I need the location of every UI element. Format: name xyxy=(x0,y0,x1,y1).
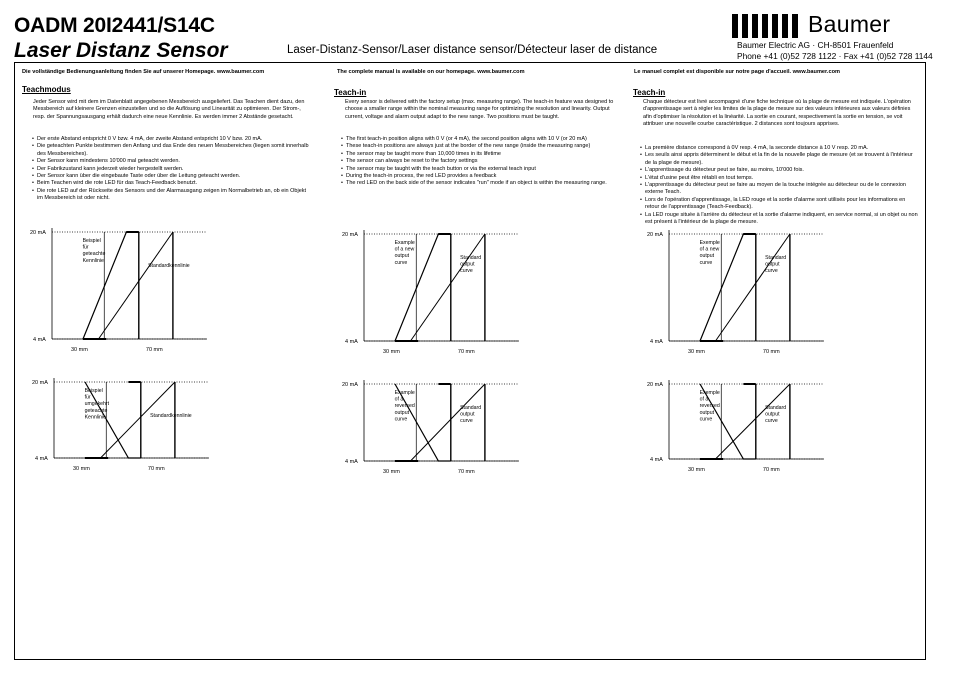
taught-curve-label: curve xyxy=(699,416,713,423)
taught-curve-label: output xyxy=(394,409,410,416)
standard-curve-label: output xyxy=(765,261,780,268)
taught-curve-label: Beispiel xyxy=(82,238,101,244)
taught-curve-label: Beispiel xyxy=(84,388,103,394)
x-label-70mm: 70 mm xyxy=(145,347,163,353)
standard-curve xyxy=(411,234,485,341)
bullet-item: • The sensor may be taught with the teach button or via the external teach input xyxy=(341,166,627,173)
standard-curve-label: Standard xyxy=(765,255,787,261)
taught-curve-label: output xyxy=(394,253,410,260)
standard-curve-label: output xyxy=(460,261,475,268)
taught-curve-label: geteachte xyxy=(82,251,106,258)
bullet-item: • These teach-in positions are always just at the border of the new range (inside the measuring range) xyxy=(341,143,627,150)
bullet-item: • Der Sensor kann mindestens 10'000 mal geteacht werden. xyxy=(32,158,310,165)
bullet-item: • Beim Teachen wird die rote LED für das Teach-Feedback benutzt. xyxy=(32,180,310,187)
x-label-30mm: 30 mm xyxy=(688,467,705,473)
x-label-70mm: 70 mm xyxy=(762,467,780,473)
taught-curve-label: geteachte xyxy=(84,407,108,414)
taught-curve-label: Kennlinie xyxy=(82,257,104,264)
x-label-70mm: 70 mm xyxy=(457,469,475,475)
manual-note-fr: Le manuel complet est disponible sur notre page d'accueil. www.baumer.com xyxy=(634,69,840,75)
bullet-item: • L'état d'usine peut être rétabli en tout temps. xyxy=(640,175,920,182)
standard-curve-label: Standard xyxy=(460,405,482,411)
product-subtitle-de: Laser Distanz Sensor xyxy=(14,39,228,62)
standard-curve xyxy=(716,234,790,341)
intro-de: Jeder Sensor wird mit dem im Datenblatt angegebenen Messbereich ausgeliefert. Das Teachen dient dazu, den Messbereich auf kleinere Grenzen einzustellen und so die Auflösung und Linearität zu optimieren. Der Strom-, resp. der Spannungsausgang erhält dadurch eine neue Kennlinie. Es werden immer 2 Abstände gesetacht. xyxy=(33,99,305,120)
standard-curve-label: curve xyxy=(460,418,473,425)
bullet-item: • La première distance correspond à 0V resp. 4 mA, la seconde distance à 10 V resp. 20 mA. xyxy=(640,145,920,152)
y-label-20ma: 20 mA xyxy=(647,382,663,388)
standard-curve xyxy=(99,232,173,339)
heading-fr: Teach-in xyxy=(633,88,666,97)
y-label-20ma: 20 mA xyxy=(30,230,46,236)
taught-curve-label: curve xyxy=(699,259,713,266)
bullet-item: • The first teach-in position aligns with 0 V (or 4 mA), the second position aligns with 10 V (or 20 mA) xyxy=(341,136,627,143)
taught-curve-label: Exemple xyxy=(699,240,720,246)
taught-curve-label: reversed xyxy=(394,403,415,410)
standard-curve-label: Standardkennlinie xyxy=(148,263,190,269)
taught-curve-label: output xyxy=(699,253,715,260)
bullet-item: • Der Sensor kann über die eingebaute Taste oder über die Leitung geteacht werden. xyxy=(32,173,310,180)
taught-curve-label: umgekehrt xyxy=(84,401,110,408)
standard-curve-label: curve xyxy=(765,418,778,425)
standard-curve xyxy=(716,384,790,459)
y-label-4ma: 4 mA xyxy=(345,459,358,465)
bullet-item: • L'apprentissage du détecteur peut se faire, au moins, 10'000 fois. xyxy=(640,167,920,174)
intro-en: Every sensor is delivered with the factory setup (max. measuring range). The teach-in feature was designed to choose a smaller range within the nominal measuring range for optimizing the resolution and linearity. Output current, voltage and alarm output adapt to the new range. Two positions must be taught. xyxy=(345,99,614,120)
x-label-30mm: 30 mm xyxy=(688,349,705,355)
standard-curve-label: output xyxy=(460,411,475,418)
bullet-item: • Die rote LED auf der Rückseite des Sensors und der Alarmausgang zeigen im Normalbetrieb an, ob ein Objekt im Messbereich ist oder nicht. xyxy=(32,188,310,203)
bullet-item: • The sensor can always be reset to the factory settings xyxy=(341,158,627,165)
x-label-30mm: 30 mm xyxy=(383,349,400,355)
bullet-item: • Der Fabrikzustand kann jederzeit wieder hergestellt werden. xyxy=(32,166,310,173)
x-label-70mm: 70 mm xyxy=(762,349,780,355)
standard-curve-label: output xyxy=(765,411,780,418)
bullet-item: • Lors de l'opération d'apprentissage, la LED rouge et la sortie d'alarme sont utilisés pour les informations en retour de l'apprentissage (Teach-Feedback). xyxy=(640,197,920,212)
standard-curve-label: Standard xyxy=(460,255,482,261)
standard-curve-label: Standardkennlinie xyxy=(150,413,192,419)
heading-en: Teach-in xyxy=(334,88,367,97)
taught-curve-label: Example xyxy=(394,240,415,246)
company-phone: Phone +41 (0)52 728 1122 · Fax +41 (0)52 728 1144 xyxy=(737,51,933,61)
standard-curve-label: curve xyxy=(765,268,778,275)
taught-curve-label: Example xyxy=(394,390,415,396)
x-label-70mm: 70 mm xyxy=(457,349,475,355)
bullet-item: • L'apprentissage du détecteur peut se faire au moyen de la touche intégrée au détecteur ou de le connexion externe Teach. xyxy=(640,182,920,197)
x-label-30mm: 30 mm xyxy=(73,466,90,472)
taught-curve-label: output xyxy=(699,409,715,416)
brand-name: Baumer xyxy=(808,11,891,37)
product-description: Laser-Distanz-Sensor/Laser distance sensor/Détecteur laser de distance xyxy=(287,44,658,56)
manual-note-de: Die vollständige Bedienungsanleitung finden Sie auf unserer Homepage. www.baumer.com xyxy=(22,69,265,75)
bullet-item: • Die geteachten Punkte bestimmen den Anfang und das Ende des neuen Messbereiches (liegen somit innerhalb des Messbereiches). xyxy=(32,143,310,158)
taught-curve-label: of a new xyxy=(394,246,415,253)
x-label-70mm: 70 mm xyxy=(147,466,165,472)
bullet-item: • During the teach-in process, the red LED provides a feedback xyxy=(341,173,627,180)
taught-curve-label: of a xyxy=(699,396,709,403)
taught-curve-label: of a new xyxy=(699,246,720,253)
standard-curve-label: curve xyxy=(460,268,473,275)
y-label-20ma: 20 mA xyxy=(342,232,358,238)
standard-curve-label: Standard xyxy=(765,405,787,411)
standard-curve xyxy=(101,382,175,458)
x-label-30mm: 30 mm xyxy=(383,469,400,475)
taught-curve-label: Exemple xyxy=(699,390,720,396)
taught-curve-label: of a xyxy=(394,396,404,403)
product-title: OADM 20I2441/S14C xyxy=(14,14,215,37)
y-label-4ma: 4 mA xyxy=(33,337,46,343)
taught-curve-label: curve xyxy=(394,416,408,423)
y-label-20ma: 20 mA xyxy=(342,382,358,388)
bullet-item: • The red LED on the back side of the sensor indicates "run" mode if an object is within the measuring range. xyxy=(341,180,627,187)
manual-note-en: The complete manual is available on our homepage. www.baumer.com xyxy=(337,69,525,75)
standard-curve xyxy=(411,384,485,461)
y-label-20ma: 20 mA xyxy=(647,232,663,238)
y-label-20ma: 20 mA xyxy=(32,380,48,386)
bullet-item: • Les seuils ainsi appris déterminent le début et la fin de la nouvelle plage de mesure (et se trouvent à l'intérieur de la plage de mesure). xyxy=(640,152,920,167)
y-label-4ma: 4 mA xyxy=(650,339,663,345)
taught-curve-label: Kennlinie xyxy=(84,414,106,421)
x-label-30mm: 30 mm xyxy=(71,347,88,353)
intro-fr: Chaque détecteur est livré accompagné d'une fiche technique où la plage de mesure est indiquée. L'opération d'apprentissage sert à régler les limites de la plage de mesure sur des valeurs inférieures aux valeurs définies afin d'optimiser la résolution et la linéarité. La sortie en courant, respectivement la sortie en tension, se voit attribuer une nouvelle courbe caractéristique. 2 distances sont toujours apprises. xyxy=(643,99,911,128)
taught-curve-label: reversed xyxy=(699,403,720,410)
taught-curve-label: für xyxy=(84,394,91,401)
y-label-4ma: 4 mA xyxy=(345,339,358,345)
company-address: Baumer Electric AG · CH-8501 Frauenfeld xyxy=(737,40,894,50)
taught-curve xyxy=(83,232,139,339)
bullet-item: • The sensor may be taught more than 10,000 times in its lifetime xyxy=(341,151,627,158)
taught-curve-label: curve xyxy=(394,259,408,266)
y-label-4ma: 4 mA xyxy=(35,456,48,462)
y-label-4ma: 4 mA xyxy=(650,457,663,463)
bullet-item: • La LED rouge située à l'arrière du détecteur et la sortie d'alarme indiquent, en service normal, si un objet ou non est présent à l'intérieur de la plage de mesure. xyxy=(640,212,920,227)
heading-de: Teachmodus xyxy=(22,85,71,94)
bullet-item: • Der erste Abstand entspricht 0 V bzw. 4 mA, der zweite Abstand entspricht 10 V bzw. 20 mA. xyxy=(32,136,310,143)
taught-curve-label: für xyxy=(82,244,89,251)
